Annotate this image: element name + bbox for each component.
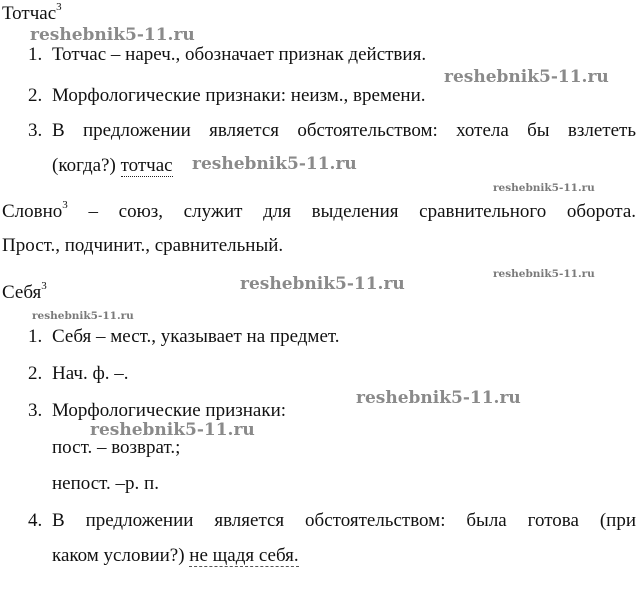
word-heading-totchas: Тотчас$^3$ bbox=[2, 1, 62, 24]
list-item-continuation: каком условии?) не щадя себя. bbox=[52, 545, 299, 566]
word-heading-sebya: Себя$^3$ bbox=[2, 280, 47, 303]
watermark: reshebnik5-11.ru bbox=[356, 388, 521, 408]
watermark: reshebnik5-11.ru bbox=[240, 274, 405, 294]
list-item-continuation: (когда?) тотчас bbox=[52, 155, 173, 176]
list-item: 4. В предложении является обстоятельством: была готова (при bbox=[28, 510, 636, 531]
watermark: reshebnik5-11.ru bbox=[30, 25, 195, 45]
word-paragraph-slovno: Словно$^3$ – союз, служит для выделения сравнительного оборота. bbox=[2, 199, 636, 222]
list-subitem: пост. – возврат.; bbox=[52, 437, 181, 458]
list-item: 1. Тотчас – нареч., обозначает признак действия. bbox=[28, 44, 427, 65]
watermark: reshebnik5-11.ru bbox=[493, 182, 595, 194]
list-item: 3. Морфологические признаки: bbox=[28, 400, 287, 421]
watermark: reshebnik5-11.ru bbox=[192, 154, 357, 174]
watermark: reshebnik5-11.ru bbox=[32, 310, 134, 322]
list-item: 1. Себя – мест., указывает на предмет. bbox=[28, 326, 340, 347]
watermark: reshebnik5-11.ru bbox=[444, 67, 609, 87]
word-paragraph-slovno-line2: Прост., подчинит., сравнительный. bbox=[2, 235, 284, 256]
list-item: 2. Нач. ф. –. bbox=[28, 363, 129, 384]
watermark: reshebnik5-11.ru bbox=[90, 420, 255, 440]
list-item: 3. В предложении является обстоятельством: хотела бы взлететь bbox=[28, 120, 636, 141]
list-item: 2. Морфологические признаки: неизм., времени. bbox=[28, 85, 426, 106]
watermark: reshebnik5-11.ru bbox=[493, 268, 595, 280]
list-subitem: непост. –р. п. bbox=[52, 473, 159, 494]
